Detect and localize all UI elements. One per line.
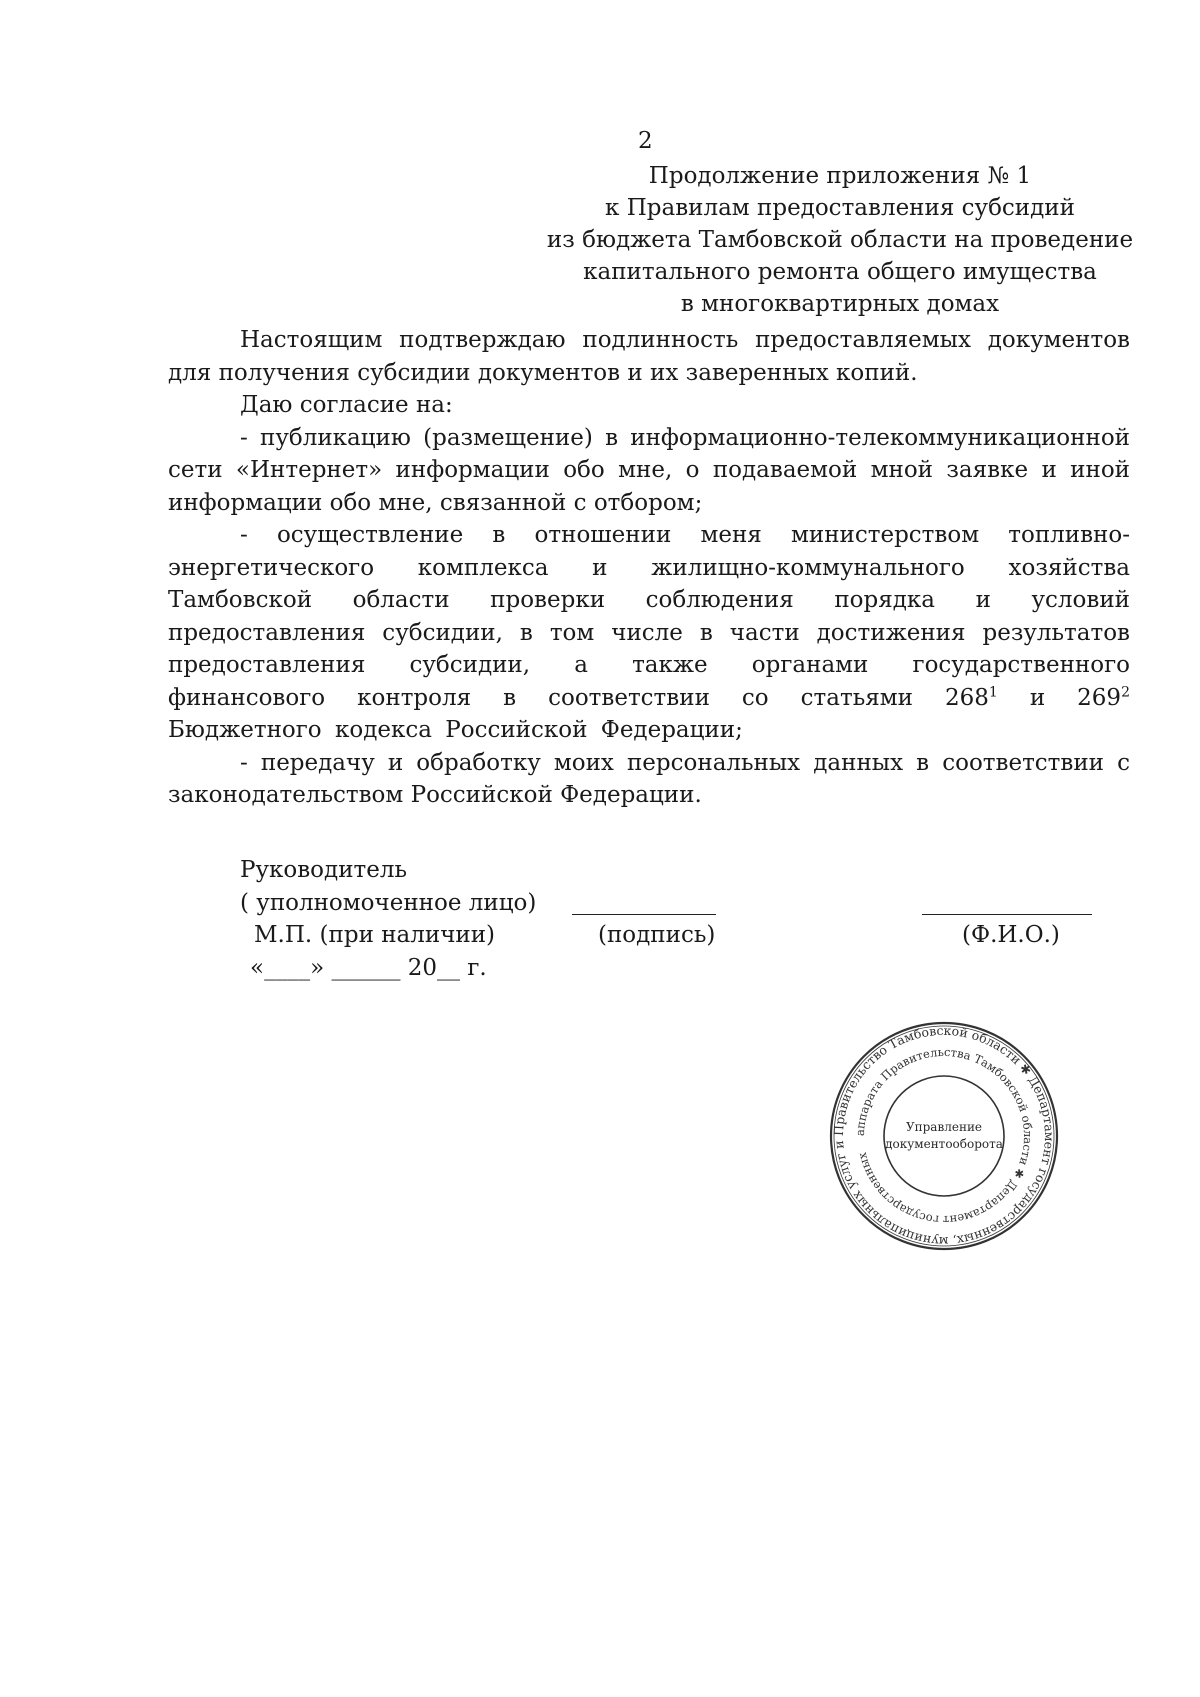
- official-stamp: [828, 1020, 1060, 1252]
- header-line: в многоквартирных домах: [680, 291, 1000, 317]
- header-line: Продолжение приложения № 1: [648, 163, 1032, 189]
- seal-note: М.П. (при наличии): [254, 922, 496, 948]
- consent-personal-data: - передачу и обработку моих персональных данных в соответствии с законодательством Российской Федерации.: [168, 749, 1130, 808]
- header-line: к Правилам предоставления субсидий: [605, 195, 1075, 221]
- page-number: 2: [638, 128, 653, 154]
- consent-publication: - публикацию (размещение) в информационно-телекоммуникационной сети «Интернет» информации обо мне, о подаваемой мной заявке и иной информации обо мне, связанной с отбором;: [168, 424, 1130, 516]
- consent-inspection-text: Бюджетного кодекса Российской Федерации;: [168, 717, 743, 743]
- signature-line: [572, 914, 716, 915]
- appendix-header: [540, 160, 1140, 320]
- signature-caption: (подпись): [598, 922, 716, 948]
- name-caption: (Ф.И.О.): [962, 922, 1060, 948]
- name-line: [922, 914, 1092, 915]
- superscript: 2: [1121, 683, 1130, 700]
- stamp-inner-text: аппарата Правительства Тамбовской области ✱ Департамент государственных: [852, 1044, 1036, 1228]
- signer-authorized: ( уполномоченное лицо): [240, 890, 537, 916]
- consent-inspection-text: - осуществление в отношении меня министерством топливно-энергетического комплекса и жилищно-коммунального хозяйства Тамбовской области проверки соблюдения порядка и условий предоставления субсидии, в том числе в части достижения результатов предоставления субсидии, а также органами государственного финансового контроля в соответствии со статьями 268: [168, 522, 1130, 711]
- date-line: «____» ______ 20__ г.: [250, 955, 487, 981]
- stamp-graphic: [828, 1020, 1060, 1252]
- stamp-center-line: Управление: [905, 1120, 983, 1134]
- stamp-inner-ring: [884, 1076, 1004, 1196]
- header-line: из бюджета Тамбовской области на проведение: [546, 227, 1134, 253]
- consent-inspection: [168, 519, 1130, 747]
- document-body: [168, 324, 1130, 812]
- stamp-outer-text: Правительство Тамбовской области ✱ Департамент государственных, муниципальных услуг и: [830, 1022, 1058, 1250]
- signer-role: Руководитель: [240, 857, 407, 883]
- consent-inspection-text: и 269: [997, 684, 1122, 711]
- stamp-center-line: документооборота: [885, 1137, 1003, 1151]
- confirmation-paragraph: Настоящим подтверждаю подлинность предоставляемых документов для получения субсидии документов и их заверенных копий.: [168, 327, 1130, 386]
- consent-intro: Даю согласие на:: [240, 392, 453, 418]
- header-line: капитального ремонта общего имущества: [583, 259, 1097, 285]
- superscript: 1: [988, 683, 998, 700]
